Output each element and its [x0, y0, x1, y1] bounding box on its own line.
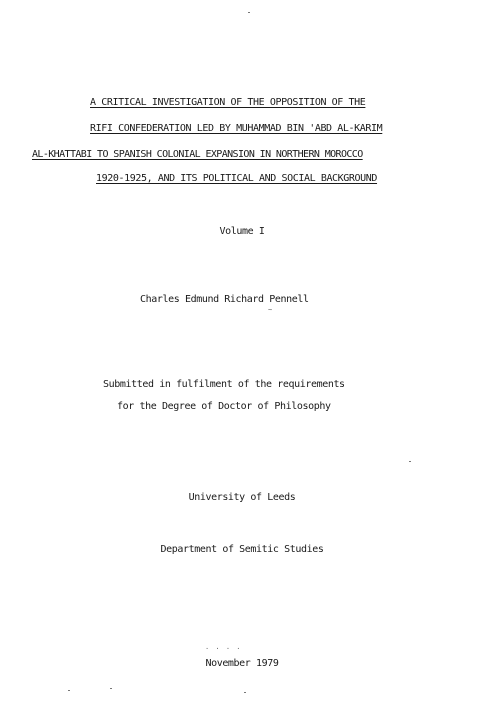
author-annotation-mark: ~ [268, 306, 274, 314]
title-line-2: RIFI CONFEDERATION LED BY MUHAMMAD BIN 'ABD AL-KARIM [90, 123, 383, 134]
scan-speck [248, 12, 250, 13]
scan-speck [68, 690, 70, 691]
scan-speck [110, 688, 112, 689]
submission-line-2: for the Degree of Doctor of Philosophy [117, 401, 331, 412]
title-line-4: 1920-1925, AND ITS POLITICAL AND SOCIAL BACKGROUND [96, 173, 378, 184]
department-name: Department of Semitic Studies [160, 544, 324, 555]
title-line-3: AL-KHATTABI TO SPANISH COLONIAL EXPANSION IN NORTHERN MOROCCO [32, 149, 363, 160]
scan-speck [244, 692, 246, 693]
submission-date: November 1979 [205, 658, 279, 669]
submission-line-1: Submitted in fulfilment of the requirements [103, 379, 345, 390]
title-line-1: A CRITICAL INVESTIGATION OF THE OPPOSITION OF THE [90, 97, 366, 108]
university-name: University of Leeds [188, 492, 296, 503]
volume-label: Volume I [219, 226, 265, 237]
author-name: Charles Edmund Richard Pennell [140, 294, 309, 305]
scan-speck [409, 461, 411, 462]
date-annotation-mark: · · · · [205, 645, 242, 653]
